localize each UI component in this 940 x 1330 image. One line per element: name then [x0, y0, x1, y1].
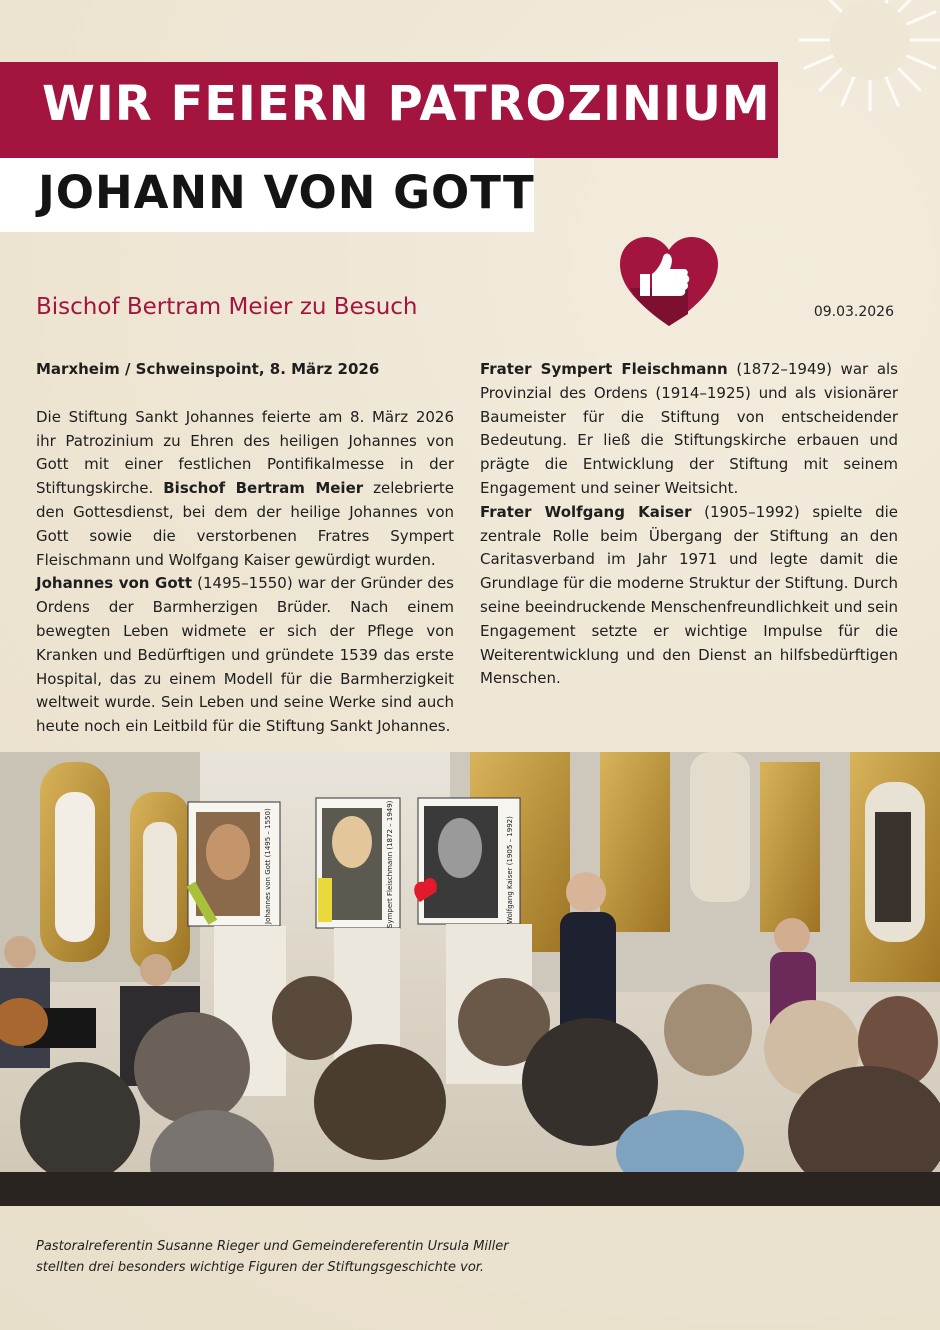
church-photo: [0, 752, 940, 1206]
text-column-right: [480, 358, 898, 691]
caption-line-2: stellten drei besonders wichtige Figuren der Stiftungsgeschichte vor.: [36, 1260, 485, 1275]
poster-caption-3: Wolfgang Kaiser (1905 – 1992): [506, 816, 514, 924]
sunburst-decoration: [790, 0, 940, 120]
paragraph-intro: Die Stiftung Sankt Johannes feierte am 8. März 2026 ihr Patrozinium zu Ehren des heiligen Johannes von Gott mit einer festlichen Pontifikalmesse in der Stiftungskirche. Bischof Bertram Meier zelebrierte den Gottesdienst, bei dem der heilige Johannes von Gott sowie die verstorbenen Fratres Sympert Fleischmann und Wolfgang Kaiser gewürdigt wurden.: [36, 407, 454, 569]
subheadline: JOHANN VON GOTT: [38, 166, 535, 219]
paragraph-fleischmann: Frater Sympert Fleischmann (1872–1949) war als Provinzial des Ordens (1914–1925) und als visionärer Baumeister für die Stiftung von entscheidender Bedeutung. Er ließ die Stiftungskirche erbauen und prägte die Entwicklung der Stiftung mit seinem Engagement und seiner Weitsicht.: [480, 360, 898, 497]
headline-banner: [0, 62, 778, 158]
text-column-left: [36, 358, 454, 739]
headline: WIR FEIERN PATROZINIUM: [42, 76, 771, 132]
paragraph-johannes: Johannes von Gott (1495–1550) war der Gründer des Ordens der Barmherzigen Brüder. Nach einem bewegten Leben widmete er sich der Pflege von Kranken und Bedürftigen und gründete 1539 das erste Hospital, das zu einem Modell für die Barmherzigkeit weltweit wurde. Sein Leben und seine Werke sind auch heute noch ein Leitbild für die Stiftung Sankt Johannes.: [36, 574, 454, 736]
subheadline-banner: [0, 158, 534, 232]
poster-caption-1: Johannes von Gott (1495 – 1550): [264, 808, 272, 924]
article-location: Marxheim / Schweinspoint, 8. März 2026: [36, 360, 380, 378]
poster-caption-2: Sympert Fleischmann (1872 – 1949): [386, 800, 394, 928]
article-date: 09.03.2026: [813, 304, 894, 320]
article-title: Bischof Bertram Meier zu Besuch: [36, 294, 418, 320]
heart-thumbs-up-logo: [618, 234, 720, 332]
paragraph-kaiser: Frater Wolfgang Kaiser (1905–1992) spielte die zentrale Rolle beim Übergang der Stiftung an den Caritasverband im Jahr 1971 und legte damit die Grundlage für die moderne Struktur der Stiftung. Durch seine beeindruckende Menschenfreundlichkeit und sein Engagement setzte er wichtige Impulse für die Weiterentwicklung und den Dienst an hilfsbedürftigen Menschen.: [480, 502, 898, 688]
caption-line-1: Pastoralreferentin Susanne Rieger und Gemeindereferentin Ursula Miller: [36, 1239, 509, 1254]
photo-caption: [36, 1236, 509, 1278]
